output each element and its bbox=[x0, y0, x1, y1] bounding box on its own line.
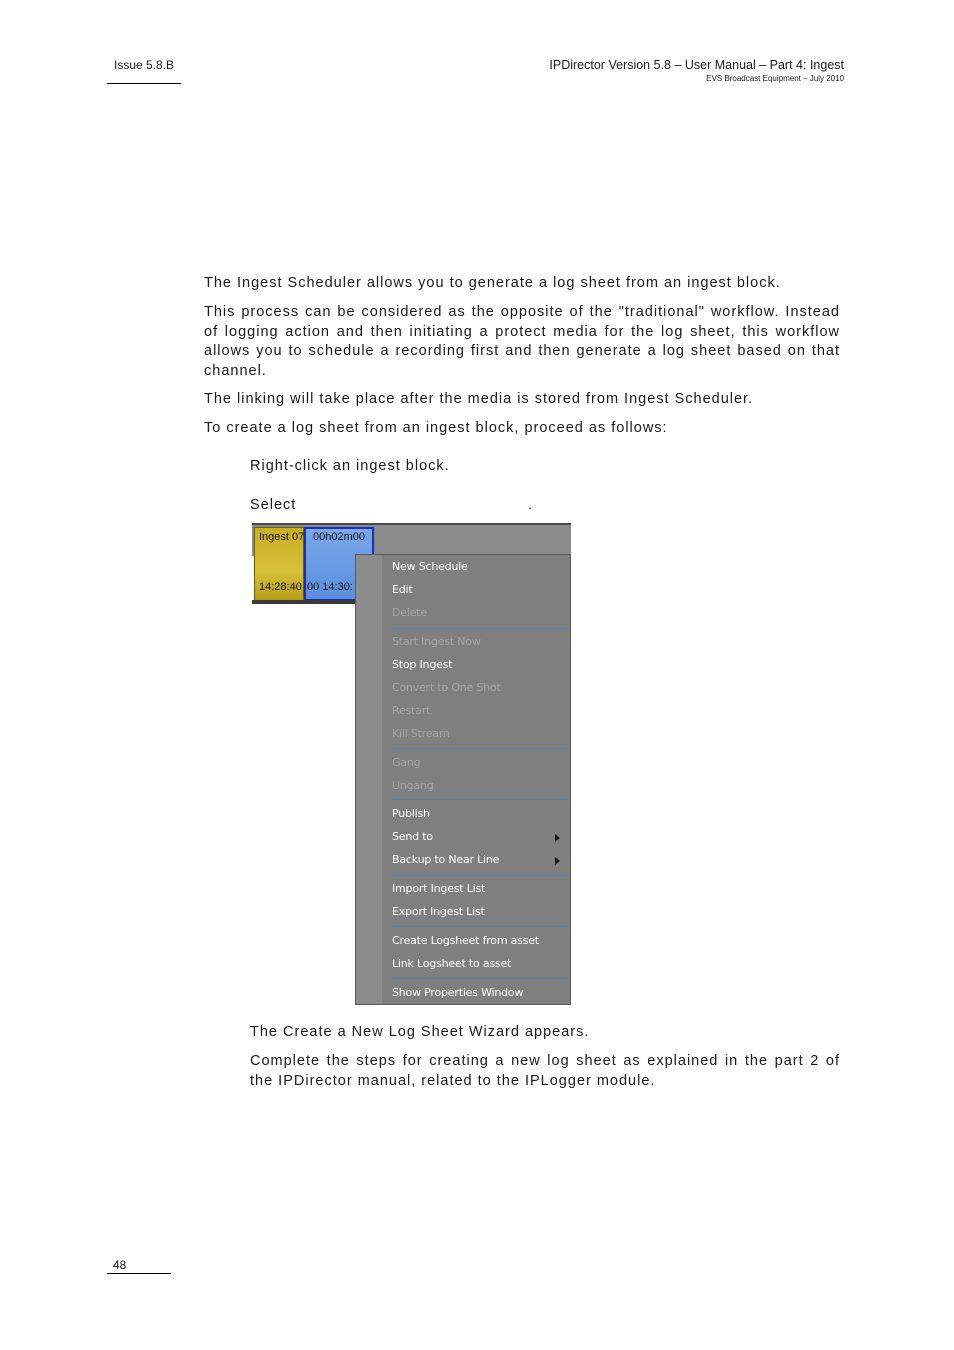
issue-label: Issue 5.8.B bbox=[114, 58, 175, 72]
submenu-arrow-icon bbox=[555, 834, 560, 842]
menu-separator bbox=[390, 978, 568, 979]
menu-item-publish[interactable]: Publish bbox=[392, 807, 430, 820]
menu-item-restart: Restart bbox=[392, 704, 431, 717]
submenu-arrow-icon bbox=[555, 857, 560, 865]
step-4: Complete the steps for creating a new log sheet as explained in the part 2 of the IPDirector manual, related to the IPLogger module. bbox=[250, 1053, 840, 1089]
context-menu-gutter bbox=[356, 555, 382, 1004]
menu-item-stop-ingest[interactable]: Stop Ingest bbox=[392, 658, 453, 671]
menu-item-convert-to-one-shot: Convert to One Shot bbox=[392, 681, 501, 694]
step-2 bbox=[250, 496, 840, 516]
menu-item-backup-to-near-line[interactable]: Backup to Near Line bbox=[392, 853, 500, 866]
footer-rule bbox=[107, 1273, 171, 1274]
document-title: IPDirector Version 5.8 – User Manual – Part 4: Ingest bbox=[549, 58, 844, 72]
ingest-block-yellow[interactable] bbox=[254, 527, 304, 601]
menu-separator bbox=[390, 799, 568, 800]
menu-item-edit[interactable]: Edit bbox=[392, 583, 413, 596]
intro-paragraph: The Ingest Scheduler allows you to generate a log sheet from an ingest block. bbox=[204, 275, 781, 291]
menu-item-send-to[interactable]: Send to bbox=[392, 830, 433, 843]
step-2-period: . bbox=[528, 497, 534, 513]
menu-item-export-ingest-list[interactable]: Export Ingest List bbox=[392, 905, 485, 918]
workflow-paragraph: This process can be considered as the opposite of the "traditional" workflow. Instead of logging action and then initiating a protect media for the log sheet, this workflow allows you to schedule a recording first and then generate a log sheet based on that channel. bbox=[204, 304, 840, 379]
page-number: 48 bbox=[113, 1258, 127, 1272]
step-1: Right-click an ingest block. bbox=[250, 458, 450, 474]
step-2-select: Select bbox=[250, 497, 297, 513]
header-left-rule bbox=[107, 83, 181, 84]
menu-separator bbox=[390, 748, 568, 749]
menu-separator bbox=[390, 628, 568, 629]
menu-item-kill-stream: Kill Stream bbox=[392, 727, 450, 740]
ingest-block-start-time: 14:28:40 bbox=[259, 581, 302, 593]
document-subtitle: EVS Broadcast Equipment – July 2010 bbox=[706, 74, 844, 83]
linking-paragraph: The linking will take place after the media is stored from Ingest Scheduler. bbox=[204, 391, 754, 407]
ingest-block-end-time: 00 14:30: bbox=[307, 581, 353, 593]
menu-item-delete: Delete bbox=[392, 606, 427, 619]
menu-separator bbox=[390, 926, 568, 927]
menu-item-ungang: Ungang bbox=[392, 779, 434, 792]
menu-item-link-logsheet-to-asset[interactable]: Link Logsheet to asset bbox=[392, 957, 512, 970]
procedure-intro: To create a log sheet from an ingest block, proceed as follows: bbox=[204, 420, 668, 436]
menu-item-show-properties-window[interactable]: Show Properties Window bbox=[392, 986, 524, 999]
step-3: The Create a New Log Sheet Wizard appears. bbox=[250, 1024, 590, 1040]
menu-separator bbox=[390, 875, 568, 876]
menu-item-start-ingest-now: Start Ingest Now bbox=[392, 635, 481, 648]
ingest-block-duration: 00h02m00 bbox=[313, 531, 365, 543]
menu-item-new-schedule[interactable]: New Schedule bbox=[392, 560, 468, 573]
menu-item-gang: Gang bbox=[392, 756, 421, 769]
context-menu bbox=[355, 554, 571, 1005]
ingest-block-name: Ingest 07 bbox=[259, 531, 305, 543]
ingest-block-shadow bbox=[252, 600, 356, 604]
menu-item-import-ingest-list[interactable]: Import Ingest List bbox=[392, 882, 486, 895]
menu-item-create-logsheet-from-asset[interactable]: Create Logsheet from asset bbox=[392, 934, 539, 947]
